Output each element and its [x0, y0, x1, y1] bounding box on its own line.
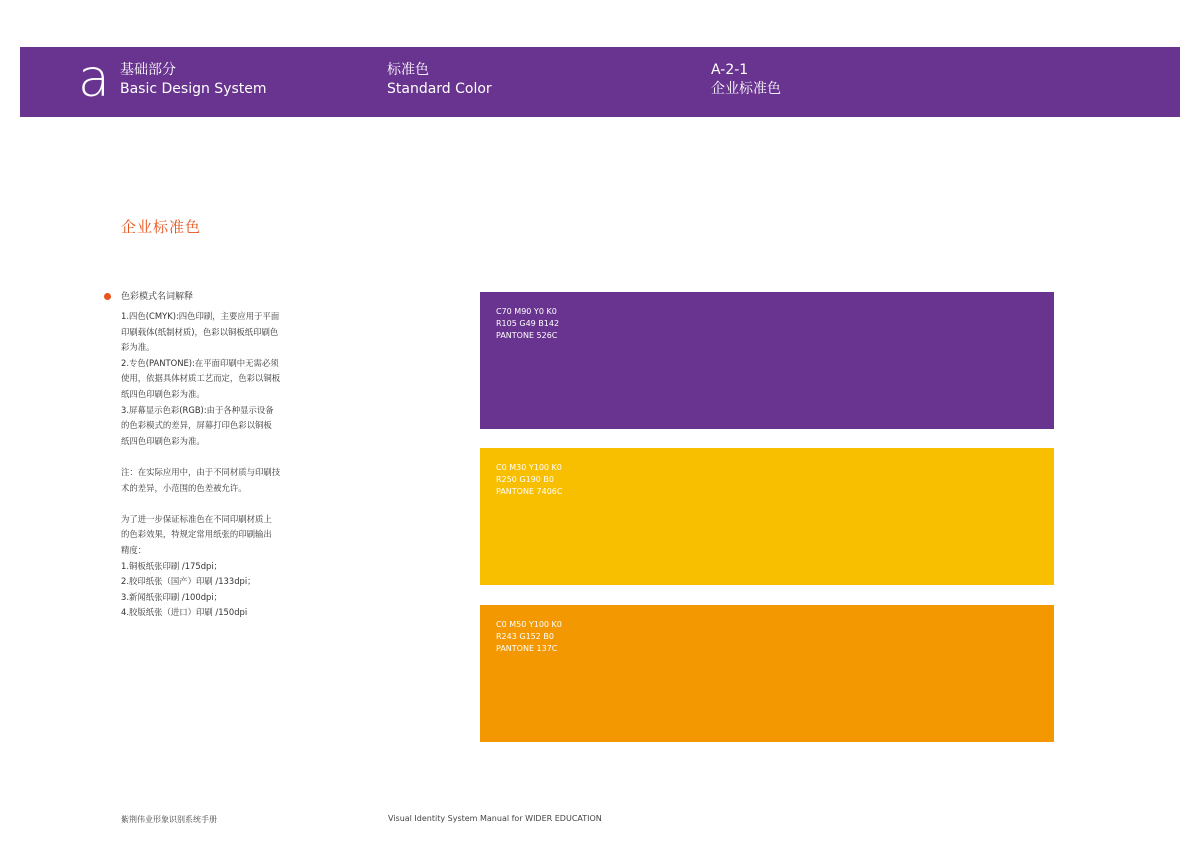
- swatch-rgb: R105 G49 B142: [496, 319, 560, 328]
- header-page-code: A-2-1: [711, 62, 749, 78]
- intro-line: 纸四色印刷色彩为准。: [121, 435, 205, 446]
- intro-line: 彩为准。: [121, 342, 155, 353]
- footer-manual-title-cn: 紫荆伟业形象识别系统手册: [121, 815, 217, 824]
- color-swatch-yellow: [480, 448, 1054, 585]
- spec-line: 3.新闻纸张印刷 /100dpi；: [121, 591, 223, 602]
- intro-line: 使用，依据具体材质工艺而定，色彩以铜板: [121, 373, 281, 384]
- footer-manual-title-en: Visual Identity System Manual for WIDER EDUCATION: [388, 814, 602, 823]
- swatch-pantone: PANTONE 526C: [496, 331, 558, 340]
- intro-line: 印刷载体(纸制材质)，色彩以铜板纸印刷色: [121, 326, 279, 337]
- header-section-basic-cn: 基础部分: [120, 62, 176, 78]
- intro-line: 纸四色印刷色彩为准。: [121, 388, 205, 399]
- intro-body: [121, 309, 296, 621]
- header-section-color-cn: 标准色: [387, 62, 429, 78]
- note-line: 术的差异，小范围的色差被允许。: [121, 482, 247, 493]
- paragraph-gap: [121, 449, 296, 465]
- paragraph-gap: [121, 496, 296, 512]
- color-swatch-purple: [480, 292, 1054, 429]
- logo-letter: a: [78, 49, 110, 109]
- header-section-color: [387, 61, 492, 99]
- bullet-dot-icon: [104, 293, 111, 300]
- spec-line: 2.胶印纸张（国产）印刷 /133dpi；: [121, 576, 256, 587]
- header-page-name: 企业标准色: [711, 81, 781, 97]
- spec-line: 4.胶版纸张（进口）印刷 /150dpi: [121, 607, 248, 618]
- spec-line: 1.铜板纸张印刷 /175dpi；: [121, 560, 223, 571]
- header-section-basic-en: Basic Design System: [120, 81, 267, 97]
- section-title: 企业标准色: [121, 218, 202, 236]
- intro-line: 2.专色(PANTONE):在平面印刷中无需必须: [121, 357, 279, 368]
- intro-heading: 色彩模式名词解释: [121, 292, 194, 302]
- swatch-spec: [496, 619, 562, 655]
- swatch-rgb: R243 G152 B0: [496, 632, 554, 641]
- intro-line: 的色彩模式的差异，屏幕打印色彩以铜板: [121, 420, 272, 431]
- swatch-pantone: PANTONE 137C: [496, 644, 558, 653]
- header-section-color-en: Standard Color: [387, 81, 492, 97]
- spec-line: 为了进一步保证标准色在不同印刷材质上: [121, 513, 272, 524]
- swatch-cmyk: C0 M30 Y100 K0: [496, 463, 562, 472]
- swatch-spec: [496, 462, 562, 498]
- header-section-basic: [120, 61, 267, 99]
- swatch-cmyk: C70 M90 Y0 K0: [496, 307, 557, 316]
- header-section-code: [711, 61, 781, 99]
- swatch-cmyk: C0 M50 Y100 K0: [496, 620, 562, 629]
- note-line: 注：在实际应用中，由于不同材质与印刷技: [121, 466, 281, 477]
- swatch-spec: [496, 306, 559, 342]
- swatch-pantone: PANTONE 7406C: [496, 487, 563, 496]
- header-band: [20, 47, 1180, 117]
- swatch-rgb: R250 G190 B0: [496, 475, 554, 484]
- color-swatch-orange: [480, 605, 1054, 742]
- spec-line: 的色彩效果，特规定常用纸张的印刷输出: [121, 529, 272, 540]
- spec-line: 精度：: [121, 544, 147, 555]
- intro-line: 1.四色(CMYK):四色印刷，主要应用于平面: [121, 311, 280, 321]
- intro-line: 3.屏幕显示色彩(RGB):由于各种显示设备: [121, 404, 274, 415]
